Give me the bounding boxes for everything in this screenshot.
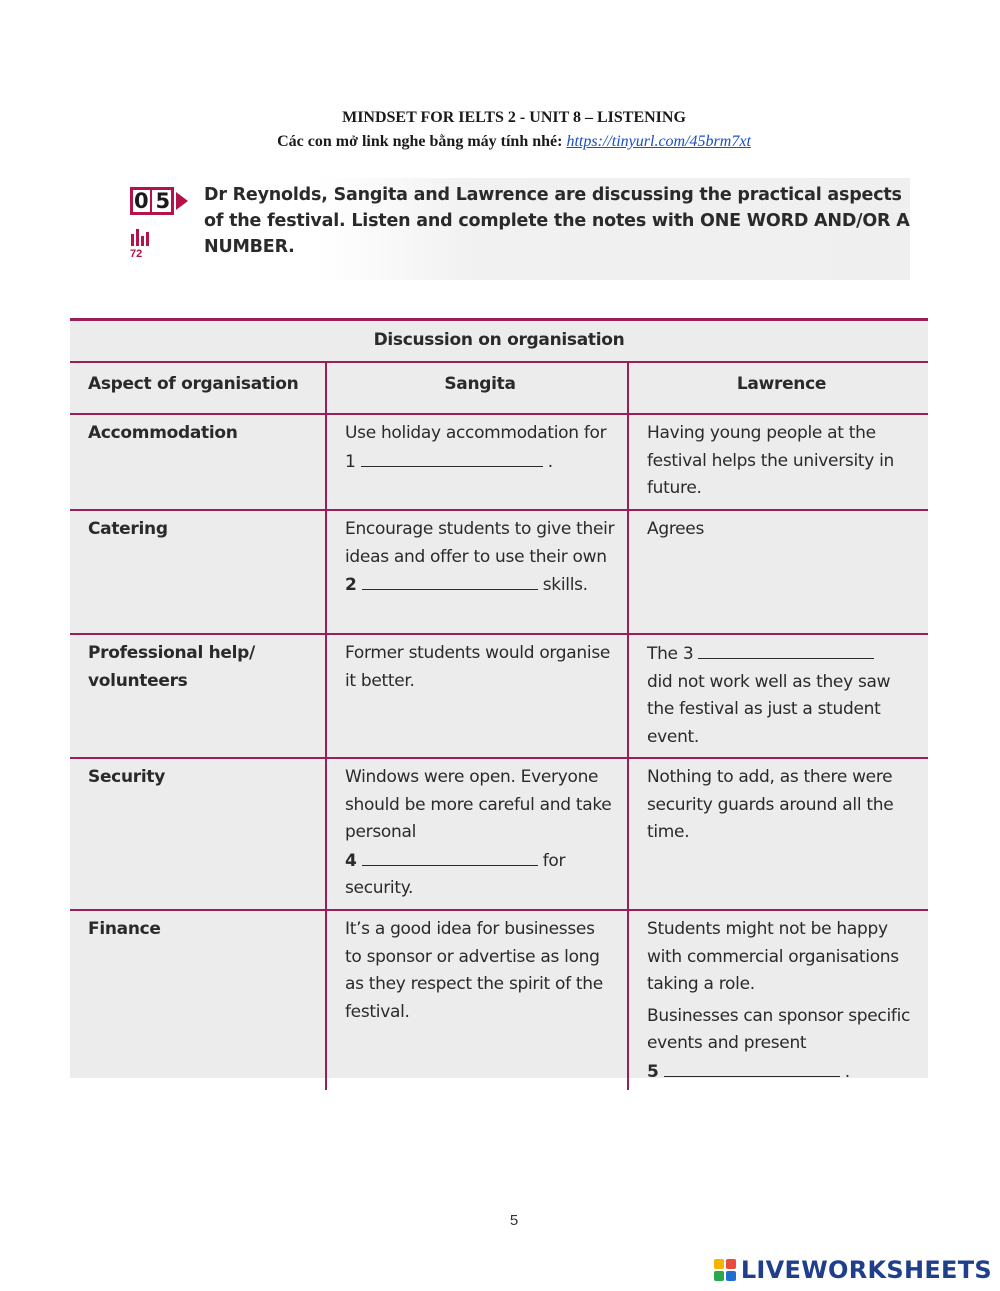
- aspect-cell: Security: [70, 758, 326, 910]
- sangita-cell: Former students would organise it better.: [326, 634, 628, 758]
- column-header: Sangita: [326, 362, 628, 414]
- question-number: 2: [345, 575, 357, 595]
- page-number: 5: [509, 1212, 519, 1229]
- cell-text: did not work well as they saw the festival as just a student event.: [647, 671, 891, 747]
- worksheet-subtitle: [0, 130, 1000, 154]
- answer-blank-1[interactable]: [361, 448, 543, 467]
- cell-text: for: [542, 850, 566, 871]
- column-header: Aspect of organisation: [70, 362, 326, 414]
- audio-number: 72: [130, 248, 143, 260]
- track-badge: [130, 188, 188, 214]
- liveworksheets-icon: [714, 1259, 736, 1281]
- brand-name: LIVEWORKSHEETS: [740, 1256, 992, 1284]
- worksheet-title: MINDSET FOR IELTS 2 - UNIT 8 – LISTENING: [342, 109, 686, 126]
- notes-table: [70, 318, 928, 1082]
- aspect-cell: Finance: [70, 910, 326, 1090]
- play-icon[interactable]: [176, 192, 188, 210]
- worksheet-header: [0, 106, 1000, 154]
- cell-text: Encourage students to give their ideas and offer to use their own: [345, 519, 615, 567]
- instruction-emphasis: ONE WORD AND/OR A NUMBER.: [204, 211, 910, 257]
- track-digit: 5: [150, 189, 170, 213]
- track-number: [130, 187, 174, 215]
- cell-text: The 3: [647, 644, 694, 664]
- lawrence-cell: [628, 910, 928, 1090]
- cell-text: Use holiday accommodation for 1: [345, 423, 607, 472]
- subtitle-text: Các con mở link nghe bằng máy tính nhé:: [277, 133, 563, 150]
- table-row: [70, 634, 928, 758]
- aspect-cell: Catering: [70, 510, 326, 634]
- track-digit: 0: [133, 189, 149, 213]
- table-caption: Discussion on organisation: [70, 320, 928, 363]
- question-number: 5: [647, 1061, 659, 1082]
- cell-text: skills.: [542, 575, 588, 595]
- lawrence-cell: Having young people at the festival helps the university in future.: [628, 414, 928, 510]
- table-row: [70, 510, 928, 634]
- table-row: [70, 758, 928, 910]
- cell-text: .: [547, 451, 553, 472]
- sangita-cell: It’s a good idea for businesses to sponsor or advertise as long as they respect the spirit of the festival.: [326, 910, 628, 1090]
- cell-text: Windows were open. Everyone should be more careful and take personal: [345, 767, 612, 842]
- aspect-cell: Accommodation: [70, 414, 326, 510]
- sangita-cell: [326, 510, 628, 634]
- sangita-cell: [326, 758, 628, 910]
- table-caption-row: [70, 320, 928, 363]
- table-row: [70, 910, 928, 1090]
- cell-text: .: [844, 1061, 850, 1082]
- answer-blank-2[interactable]: [362, 571, 538, 590]
- answer-blank-5[interactable]: [664, 1058, 840, 1077]
- lawrence-cell: Agrees: [628, 510, 928, 634]
- question-number: 4: [345, 850, 357, 871]
- cell-text: Businesses can sponsor specific events and present: [647, 1005, 911, 1053]
- instruction-plain: Dr Reynolds, Sangita and Lawrence are discussing the practical aspects of the festival. Listen and complete the notes with: [204, 185, 902, 231]
- column-header: Lawrence: [628, 362, 928, 414]
- table-row: [70, 414, 928, 510]
- cell-text: security.: [345, 878, 414, 898]
- lawrence-cell: Nothing to add, as there were security guards around all the time.: [628, 758, 928, 910]
- answer-blank-4[interactable]: [362, 847, 538, 866]
- sangita-cell: [326, 414, 628, 510]
- lawrence-cell: [628, 634, 928, 758]
- brand-logo: [714, 1256, 992, 1284]
- task-instructions: [120, 178, 910, 280]
- audio-bars-icon: [130, 226, 152, 248]
- table-header-row: [70, 362, 928, 414]
- aspect-cell: Professional help/ volunteers: [70, 634, 326, 758]
- audio-link[interactable]: https://tinyurl.com/45brm7xt: [566, 133, 751, 150]
- instruction-text: [204, 182, 914, 260]
- answer-blank-3[interactable]: [698, 640, 874, 659]
- cell-text: Students might not be happy with commercial organisations taking a role.: [647, 919, 899, 994]
